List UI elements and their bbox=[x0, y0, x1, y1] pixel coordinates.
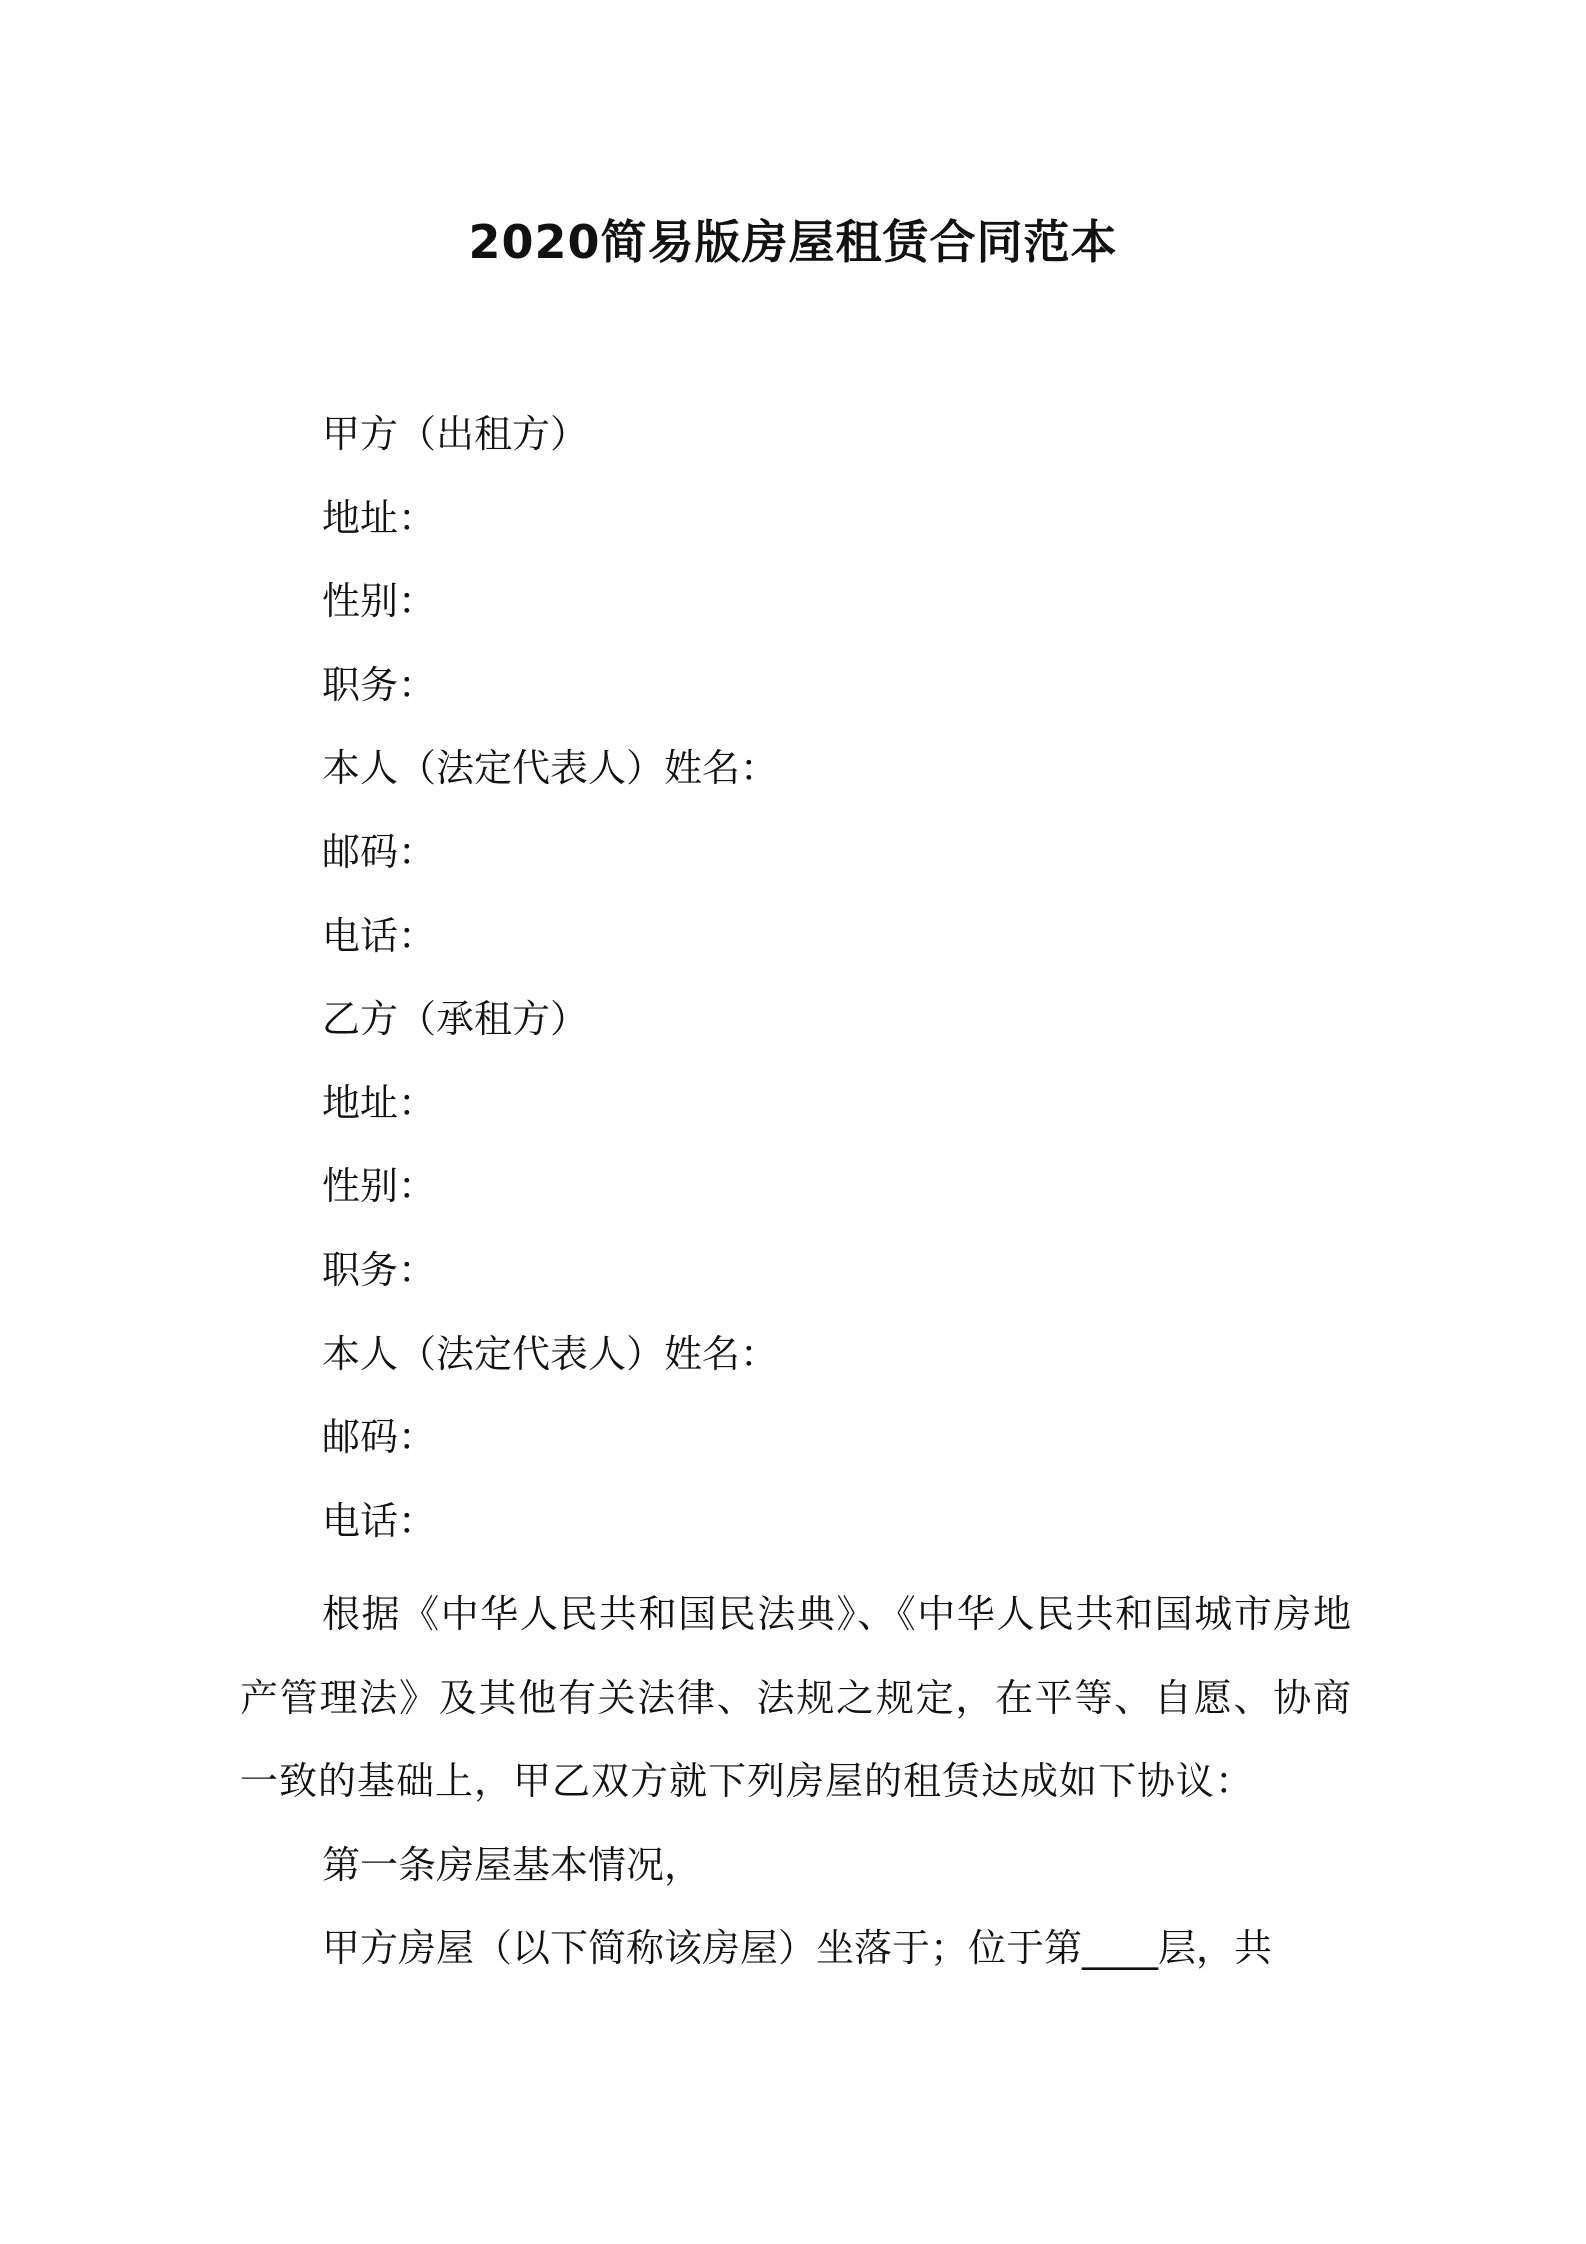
party-b-address: 地址： bbox=[322, 1080, 437, 1125]
party-a-phone: 电话： bbox=[322, 913, 437, 958]
contract-body bbox=[240, 1573, 1352, 1991]
party-b-heading: 乙方（承租方） bbox=[322, 997, 589, 1042]
party-a-gender: 性别： bbox=[322, 579, 437, 624]
document-title: 2020简易版房屋租赁合同范本 bbox=[468, 215, 1118, 269]
article-1-text: 甲方房屋（以下简称该房屋）坐落于；位于第____层，共 bbox=[322, 1926, 1273, 1971]
party-a-postcode: 邮码： bbox=[322, 829, 437, 874]
party-b-phone: 电话： bbox=[322, 1498, 437, 1543]
party-fields bbox=[322, 408, 778, 1578]
party-b-name: 本人（法定代表人）姓名： bbox=[322, 1331, 779, 1376]
party-a-heading: 甲方（出租方） bbox=[322, 412, 589, 456]
intro-paragraph: 根据《中华人民共和国民法典》、《中华人民共和国城市房地产管理法》及其他有关法律、法规之规定，在平等、自愿、协商一致的基础上，甲乙双方就下列房屋的租赁达成如下协议： bbox=[240, 1592, 1352, 1804]
party-b-postcode: 邮码： bbox=[322, 1415, 437, 1460]
party-a-address: 地址： bbox=[322, 495, 437, 540]
party-a-name: 本人（法定代表人）姓名： bbox=[322, 746, 779, 791]
party-b-gender: 性别： bbox=[322, 1164, 437, 1209]
party-b-position: 职务： bbox=[322, 1247, 437, 1292]
article-1-heading: 第一条房屋基本情况， bbox=[322, 1842, 703, 1887]
party-a-position: 职务： bbox=[322, 662, 437, 707]
